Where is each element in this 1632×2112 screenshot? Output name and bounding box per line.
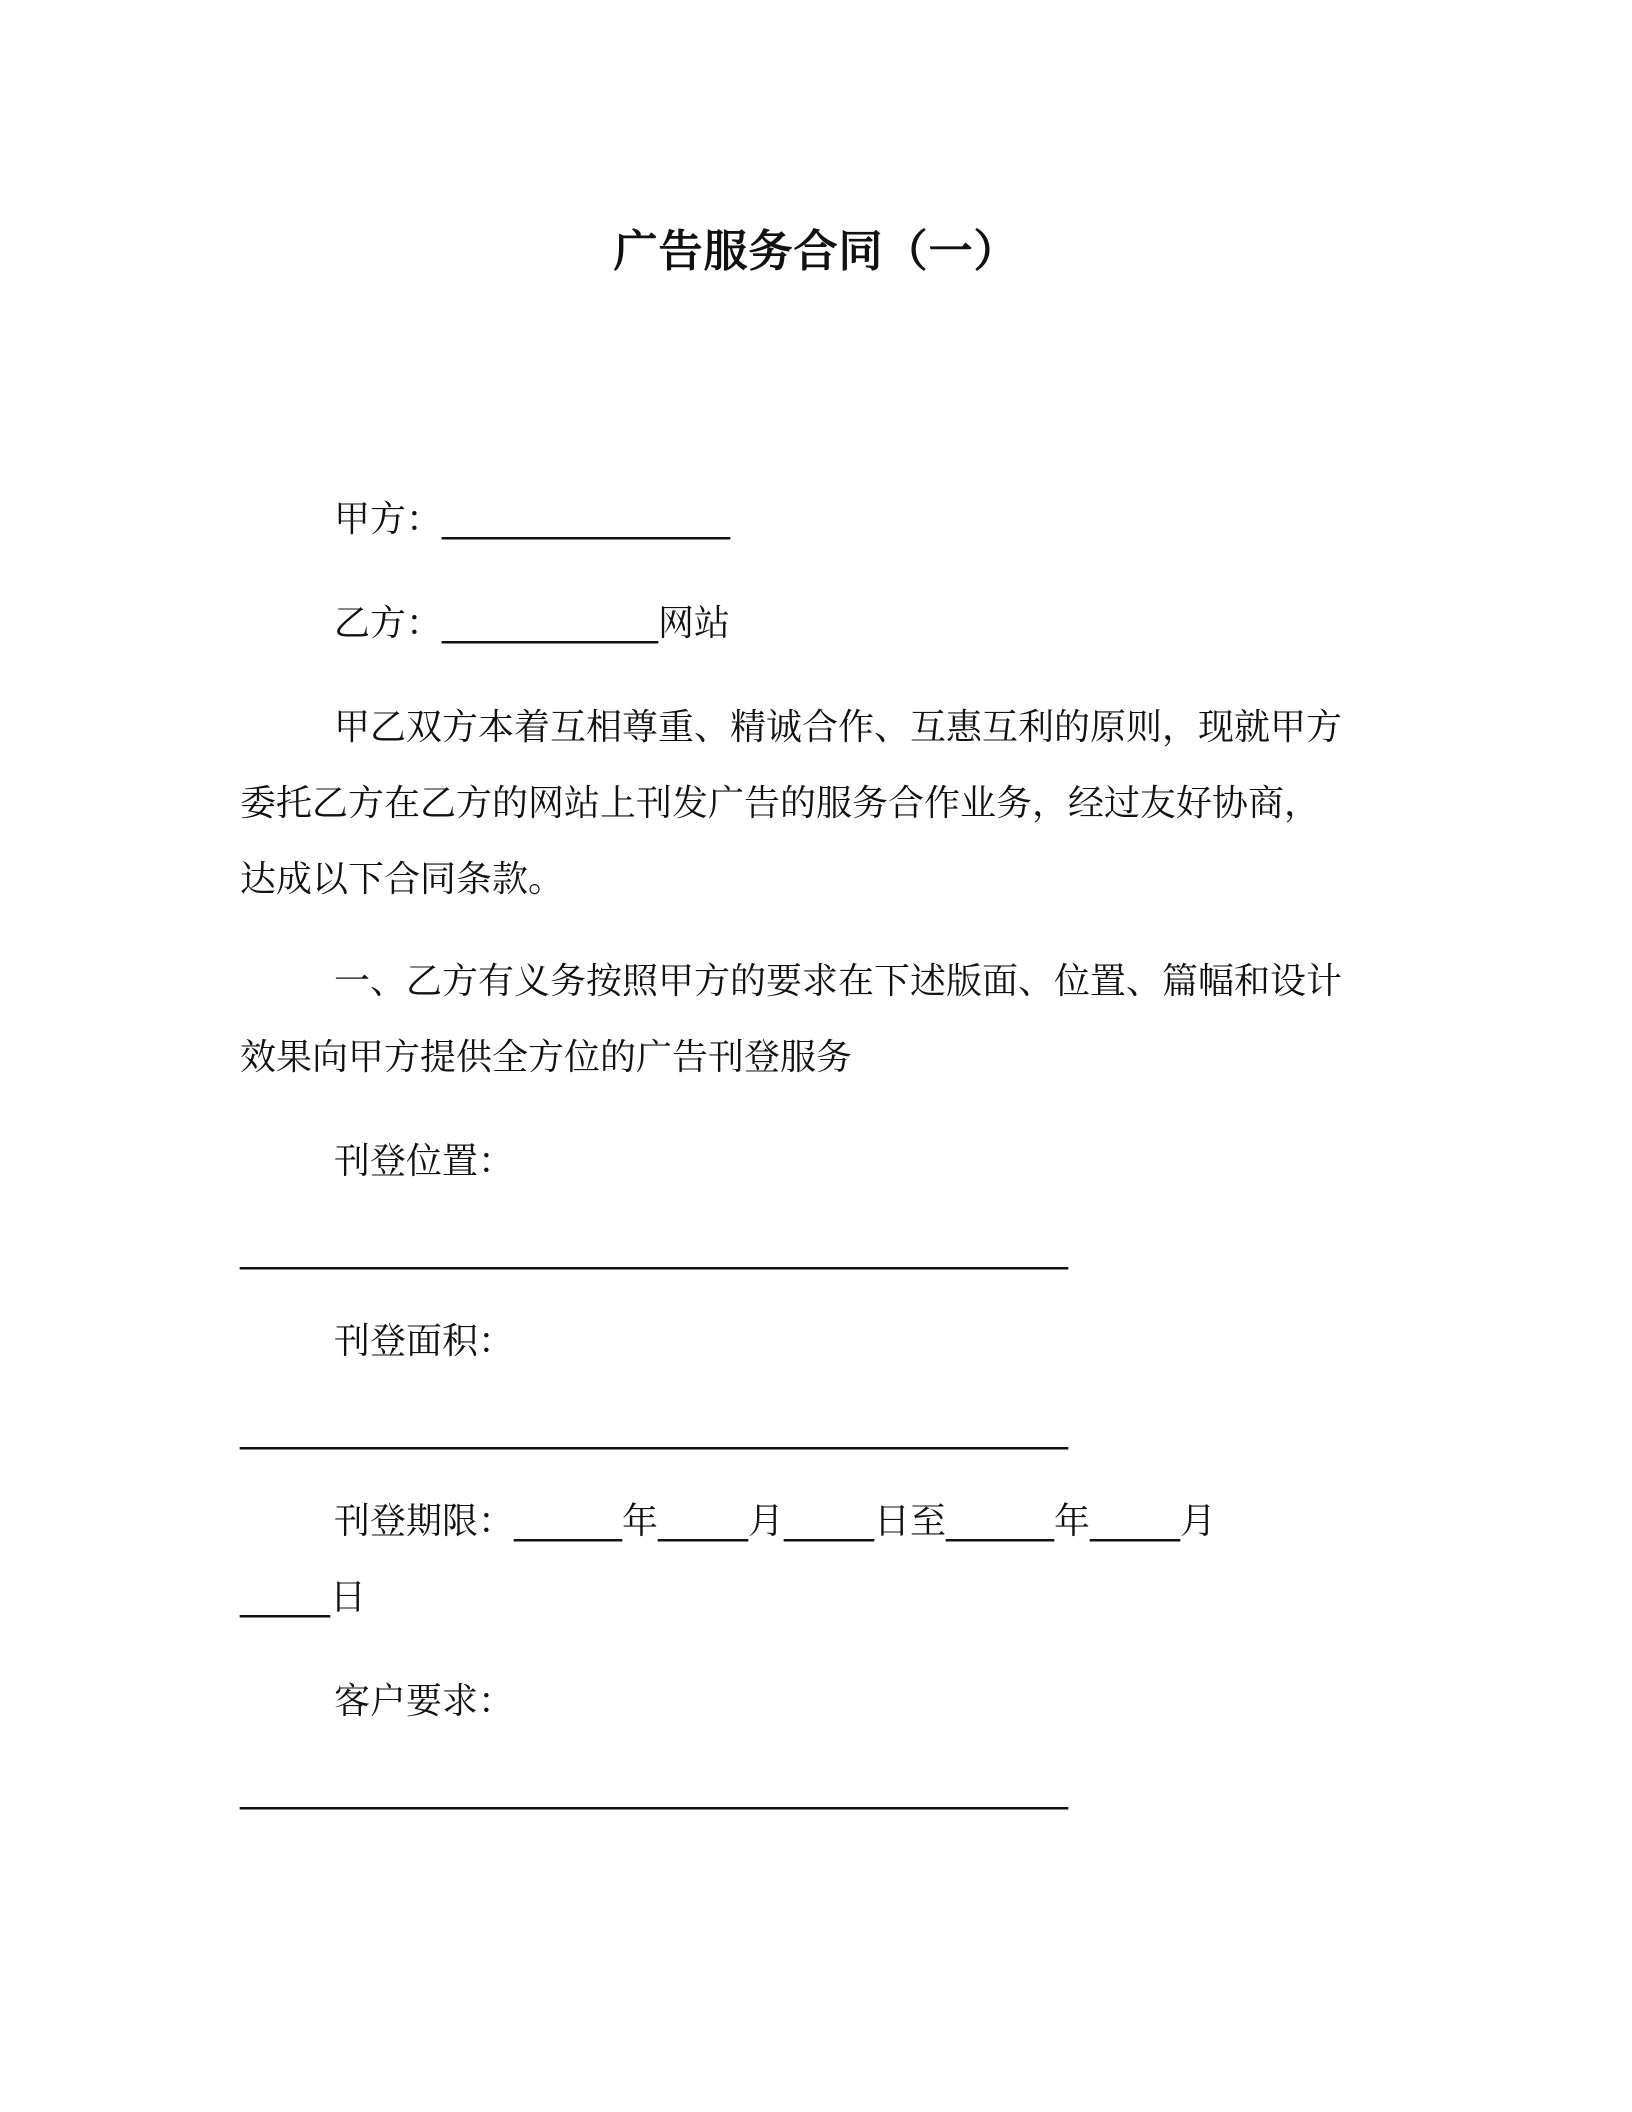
request-label: 客户要求：: [334, 1681, 515, 1722]
period-line-2: _____日: [240, 1577, 367, 1618]
period-line-1: 刊登期限：______年_____月_____日至______年_____月: [334, 1501, 1217, 1542]
request-blank: ______________________________________________: [240, 1769, 1068, 1810]
intro-line-1: 甲乙双方本着互相尊重、精诚合作、互惠互利的原则，现就甲方: [334, 707, 1343, 748]
intro-line-3: 达成以下合同条款。: [240, 859, 565, 900]
party-b-line: 乙方：____________网站: [334, 603, 731, 644]
clause-1-line-2: 效果向甲方提供全方位的广告刊登服务: [240, 1037, 853, 1078]
position-label: 刊登位置：: [334, 1141, 515, 1182]
area-blank: ______________________________________________: [240, 1409, 1068, 1450]
clause-1-line-1: 一、乙方有义务按照甲方的要求在下述版面、位置、篇幅和设计: [334, 961, 1343, 1002]
party-a-line: 甲方：________________: [334, 499, 731, 540]
document-title: 广告服务合同（一）: [613, 226, 1019, 277]
position-blank: ______________________________________________: [240, 1229, 1068, 1270]
intro-line-2: 委托乙方在乙方的网站上刊发广告的服务合作业务，经过友好协商，: [240, 783, 1321, 824]
area-label: 刊登面积：: [334, 1321, 515, 1362]
